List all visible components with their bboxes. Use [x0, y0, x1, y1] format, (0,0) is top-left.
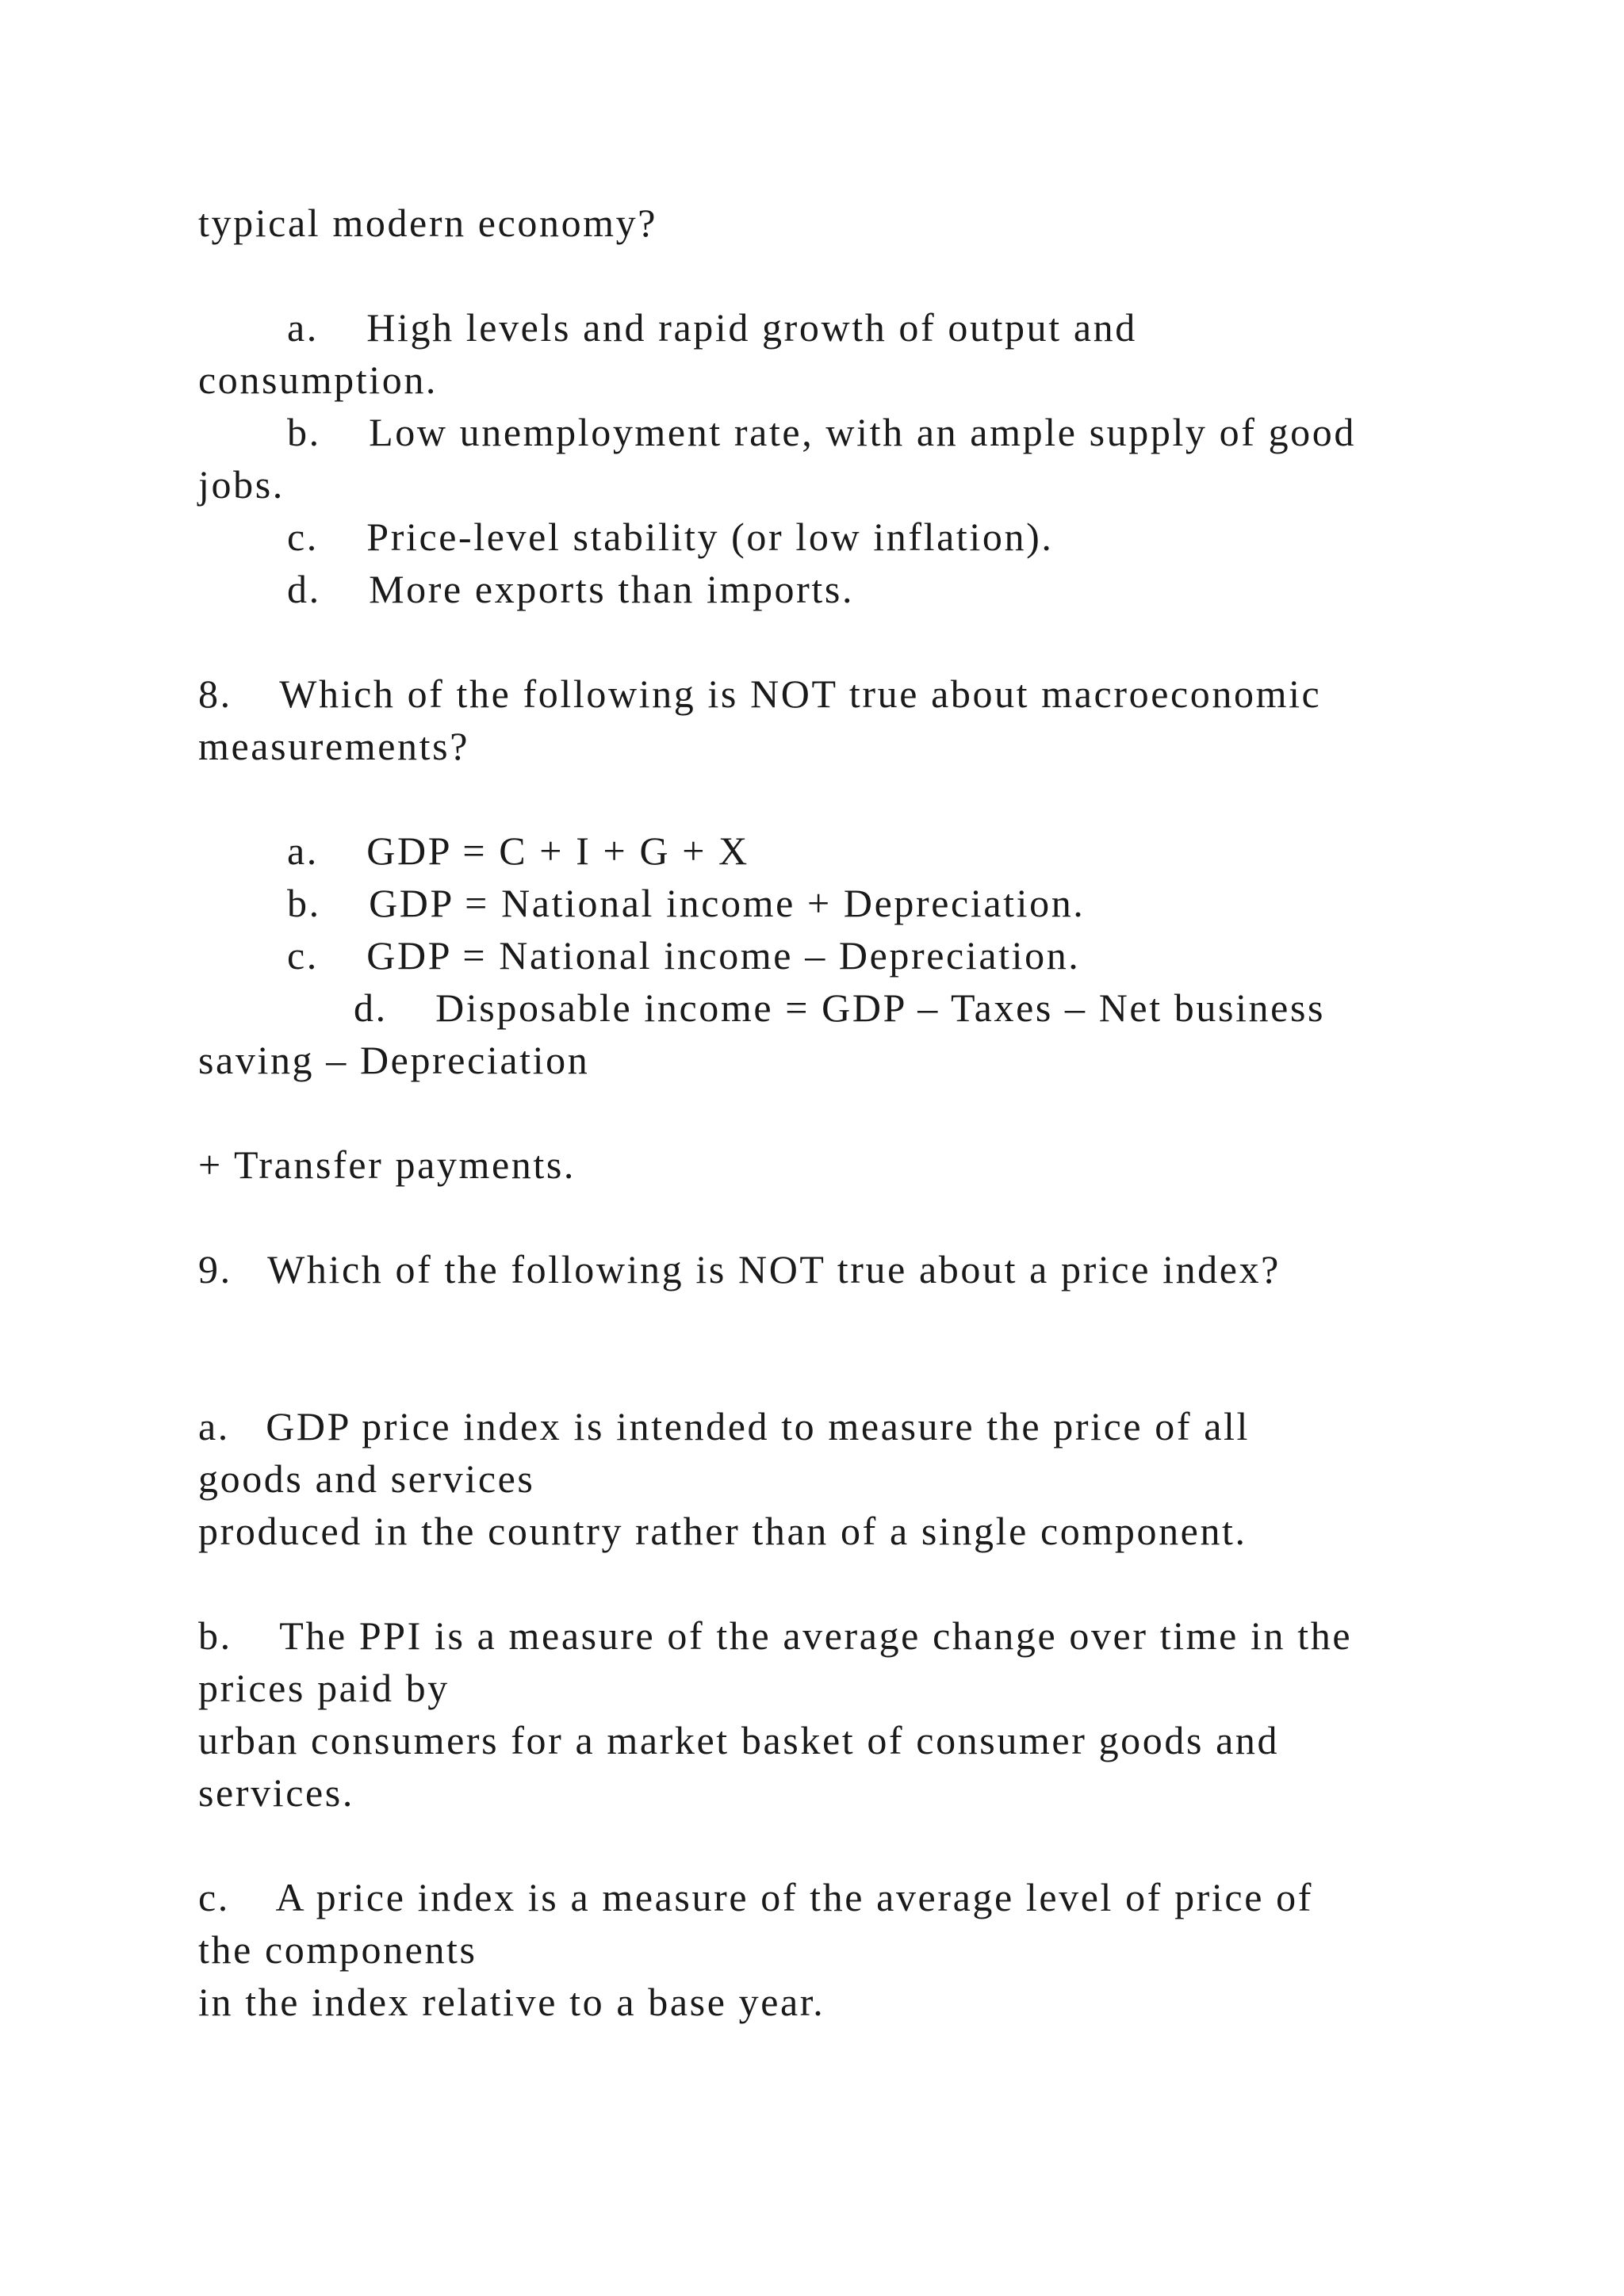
question-8-stem: 8. Which of the following is NOT true about macroeconomic	[198, 672, 1322, 716]
question-9-stem: 9. Which of the following is NOT true about a price index?	[198, 1247, 1281, 1292]
q7-option-d: d. More exports than imports.	[287, 567, 855, 611]
q9-option-c-cont: the components	[198, 1927, 477, 1972]
q7-option-c: c. Price-level stability (or low inflation).	[287, 515, 1054, 559]
q9-option-b-cont2: urban consumers for a market basket of consumer goods and	[198, 1718, 1280, 1762]
q9-option-a-cont2: produced in the country rather than of a single component.	[198, 1509, 1247, 1553]
q9-option-a: a. GDP price index is intended to measure the price of all	[198, 1404, 1250, 1448]
q9-option-b: b. The PPI is a measure of the average change over time in the	[198, 1613, 1353, 1658]
q7-option-b: b. Low unemployment rate, with an ample supply of good	[287, 410, 1356, 454]
q8-option-d-cont: saving – Depreciation	[198, 1038, 590, 1082]
q8-option-d-cont2: + Transfer payments.	[198, 1142, 576, 1187]
q9-option-b-cont3: services.	[198, 1770, 354, 1815]
q9-option-a-cont: goods and services	[198, 1456, 535, 1501]
q8-option-c: c. GDP = National income – Depreciation.	[287, 933, 1081, 978]
question-7-stem-tail: typical modern economy?	[198, 201, 658, 245]
question-8-stem-cont: measurements?	[198, 724, 470, 768]
q9-option-c: c. A price index is a measure of the average level of price of	[198, 1875, 1313, 1919]
q8-option-a: a. GDP = C + I + G + X	[287, 828, 749, 873]
q8-option-b: b. GDP = National income + Depreciation.	[287, 881, 1086, 925]
q7-option-b-cont: jobs.	[198, 462, 285, 507]
q7-option-a-cont: consumption.	[198, 358, 439, 402]
q9-option-b-cont: prices paid by	[198, 1666, 450, 1710]
q7-option-a: a. High levels and rapid growth of output and	[287, 305, 1137, 350]
q8-option-d: d. Disposable income = GDP – Taxes – Net business	[354, 985, 1326, 1030]
q9-option-c-cont2: in the index relative to a base year.	[198, 1980, 825, 2024]
